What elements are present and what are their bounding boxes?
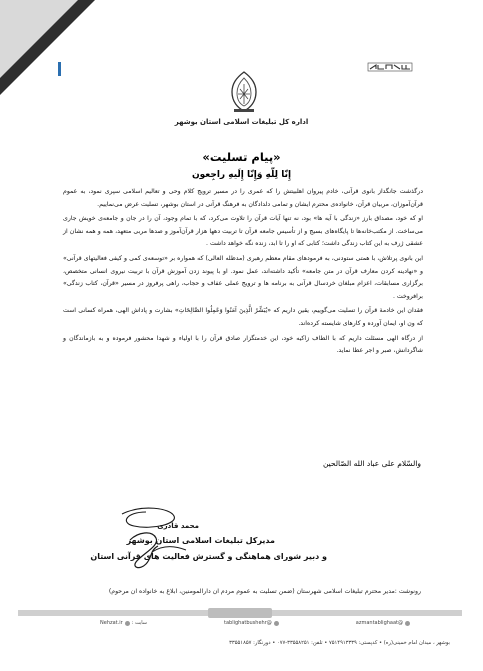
footer-divider (18, 608, 462, 618)
organization-logo-icon (224, 70, 264, 114)
instagram-handle: @azmantablighaat (355, 620, 403, 626)
organization-name: اداره کل تبلیغات اسلامی استان بوشهر (174, 118, 309, 126)
signatory-position: مدیرکل تبلیغات اسلامی استان بوشهر (126, 536, 275, 545)
carbon-copy-note: رونوشت :مدیر محترم تبلیغات اسلامی شهرستان (ضمن تسلیت به عموم مردم آن دارالمومنین، ابلاغ به خانواده آن مرحوم) (108, 588, 421, 595)
quran-verse: إِنّا لِلّهِ وَإِنّا إِلَیهِ راجِعون (191, 170, 292, 180)
social-icon (274, 621, 279, 626)
footer-website[interactable] (100, 620, 147, 626)
letter-title: «پیام تسلیت» (202, 150, 281, 164)
signatory-position-secondary: و دبیر شورای هماهنگی و گسترش فعالیت های قرآنی استان (90, 552, 327, 561)
body-paragraph: این بانوی پرتلاش، با همتی ستودنی، به فرمودهای مقام معظم رهبری (مدظله العالی) که همواره بر «توسعه‌ی کمی و کیفی فعالیتهای قرآنی» و «نهادینه کردن معارف قرآن در متن جامعه» تأکید داشته‌اند، عمل نمود. او با پیوند زدن آموزش قرآن با تربیت نیروی انسانی متخصص، برگزاری مسابقات، اعزام مبلغان خردسال قرآنی به برنامه ها و ترویج عملی عفاف و حجاب، راهی پرفروز در مسیر «قرآن، کتاب زندگی» برافروخت . (63, 254, 423, 300)
footer-instagram[interactable] (356, 620, 410, 626)
handwritten-signature (112, 506, 222, 576)
body-paragraph: از درگاه الهی مسئلت داریم که با الطاف زاکیه خود، این خدمتگزار صادق قرآن را با اولیاء و شهدا محشور فرموده و به بازماندگان و شاگردانش، صبر و اجر عطا نماید. (63, 334, 423, 355)
body-paragraph: درگذشت جانگداز بانوی قرآنی، خادم پیروان اهلبیتش را که عمری را در مسیر ترویج کلام وحی و تعالیم اسلامی سپری نمود، به عموم قرآن‌آموزان، مربیان قرآن، خانواده‌ی محترم ایشان و تمامی دلدادگان به فرهنگ قرآنی در استان بوشهر، تسلیت عرض می‌نماییم. (63, 188, 423, 208)
bismillah-calligraphy-icon (367, 60, 413, 74)
instagram-icon (405, 621, 410, 626)
social-handle: @tablighatbushehr (224, 620, 272, 626)
footer-social[interactable] (224, 620, 279, 626)
corner-decoration-inner (0, 0, 78, 78)
website-label: سایت : (131, 620, 147, 626)
footer-links (100, 620, 410, 626)
signatory-name: محمد قادری (157, 522, 199, 530)
footer-contact-info: بوشهر ، میدان امام خمینی(ره) • کدپستی: ۷۵۱۴۹۱۳۳۳۹ • تلفن: ۳۳۵۵۸۲۵۱-۰۷۷ • دورنگار: ۳۳۵۵۱۸۵۷ (229, 640, 450, 646)
body-paragraph: فقدان این خادمهٔ قرآن را تسلیت می‌گوییم، یقین داریم که «یُبَشِّرُ الَّذِینَ آمَنُوا وَعَمِلُوا الصَّالِحَاتِ» بشارت و پاداش الهی، همراه کسانی است که ون او، ایمان آورده و کارهای شایسته کرده‌اند. (63, 307, 423, 327)
letter-body (63, 186, 423, 360)
corner-accent (58, 62, 61, 76)
globe-icon (125, 621, 130, 626)
closing-salutation: والسّلام علی عباد الله الصّالحین (322, 459, 421, 468)
website-url: Nehzat.ir (100, 620, 123, 626)
body-paragraph: او که خود، مصداق بارز «زندگی با آیه ها» بود، نه تنها آیات قرآن را تلاوت می‌کرد، که با تمام وجود، آن را در جان و جامعه‌ی خویش جاری می‌ساخت. از مکتب‌خانه‌ها تا پایگاه‌های بسیج و از تأسیس جامعه قرآن تا تربیت دهها هزار قرآن‌آموز و صدها مربی متعهد، همه و همه نشان از عشقی ژرف به این کتاب زندگی داشت؛ کتابی که او را تا ابد، زنده نگه خواهد داشت . (63, 215, 423, 248)
